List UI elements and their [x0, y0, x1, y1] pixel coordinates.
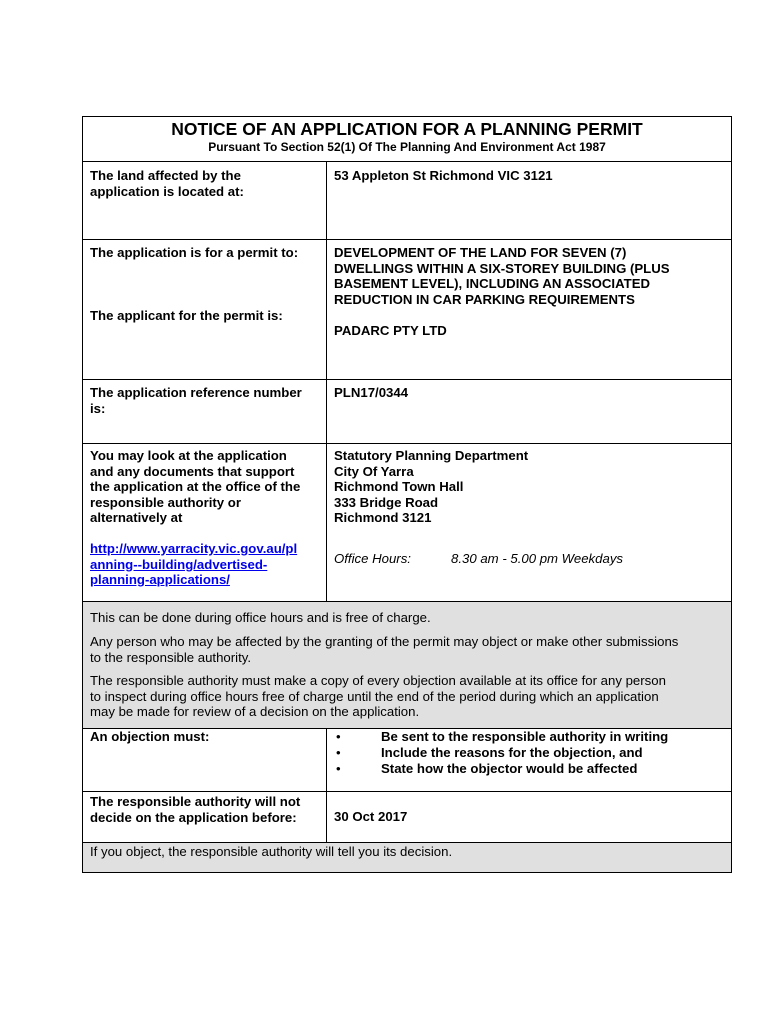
info-paragraph: This can be done during office hours and is free of charge.: [90, 610, 431, 625]
decision-date: 30 Oct 2017: [334, 809, 408, 824]
column-divider: [326, 161, 327, 601]
divider: [83, 443, 731, 444]
info-panel: [83, 602, 731, 728]
notice-title: NOTICE OF AN APPLICATION FOR A PLANNING PERMIT: [171, 119, 643, 139]
footer-text: If you object, the responsible authority will tell you its decision.: [90, 844, 453, 859]
objection-item-text: State how the objector would be affected: [381, 761, 638, 776]
reference-label: The application reference number is:: [90, 385, 302, 416]
info-paragraph: The responsible authority must make a copy of every objection available at its office for any person to inspect during office hours free of charge until the end of the period during which an application may be made for review of a decision on the application.: [90, 673, 666, 720]
divider: [83, 161, 731, 162]
notice-frame: [82, 116, 732, 873]
bullet-icon: •: [336, 729, 341, 744]
info-paragraph: Any person who may be affected by the granting of the permit may object or make other submissions to the responsible authority.: [90, 634, 679, 665]
applicant-label: The applicant for the permit is:: [90, 308, 283, 323]
office-hours-value: 8.30 am - 5.00 pm Weekdays: [451, 551, 624, 566]
divider: [83, 379, 731, 380]
divider: [83, 239, 731, 240]
footer-panel: [83, 843, 731, 872]
office-address: Statutory Planning Department City Of Yarra Richmond Town Hall 333 Bridge Road Richmond 3121: [334, 448, 529, 526]
inspect-label: You may look at the application and any documents that support the application at the office of the responsible authority or alternatively at: [90, 448, 301, 526]
office-hours-label: Office Hours:: [334, 551, 411, 566]
land-value: 53 Appleton St Richmond VIC 3121: [334, 168, 553, 183]
divider: [83, 791, 731, 792]
notice-subtitle: Pursuant To Section 52(1) Of The Planning And Environment Act 1987: [208, 140, 606, 154]
applicant-value: PADARC PTY LTD: [334, 323, 447, 338]
objection-label: An objection must:: [90, 729, 210, 744]
objection-item-text: Include the reasons for the objection, and: [381, 745, 643, 760]
objection-item-text: Be sent to the responsible authority in writing: [381, 729, 669, 744]
permit-value: DEVELOPMENT OF THE LAND FOR SEVEN (7) DWELLINGS WITHIN A SIX-STOREY BUILDING (PLUS BASEMENT LEVEL), INCLUDING AN ASSOCIATED REDUCTION IN CAR PARKING REQUIREMENTS: [334, 245, 670, 307]
planning-applications-link[interactable]: http://www.yarracity.vic.gov.au/pl anning--building/advertised- planning-applications/: [90, 541, 298, 588]
land-label: The land affected by the application is located at:: [90, 168, 244, 199]
column-divider: [326, 728, 327, 842]
bullet-icon: •: [336, 761, 341, 776]
decision-label: The responsible authority will not decide on the application before:: [90, 794, 301, 825]
permit-label: The application is for a permit to:: [90, 245, 299, 260]
bullet-icon: •: [336, 745, 341, 760]
reference-value: PLN17/0344: [334, 385, 409, 400]
